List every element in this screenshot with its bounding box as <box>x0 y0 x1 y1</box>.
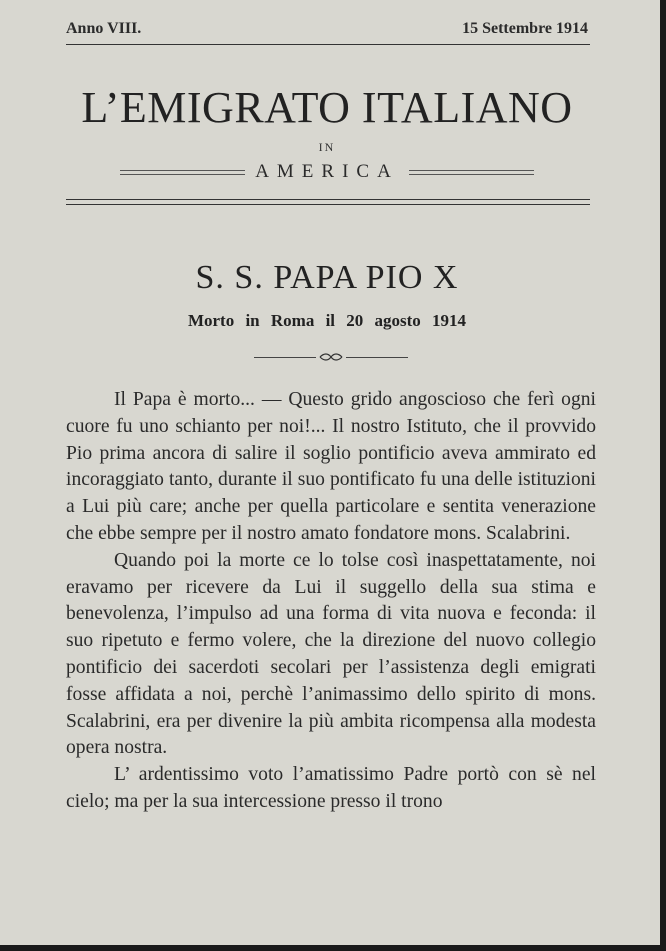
header-rule <box>66 44 590 45</box>
paragraph-1: Il Papa è morto... — Questo grido angoscioso che ferì ogni cuore fu uno schianto per noi!... Il nostro Istituto, che il provvido Pio prima ancora di salire il soglio pontificio aveva ammirato ed incoraggiato tanto, durante il suo pontificato fu una delle istituzioni a Lui più care; anche per quella particolare e sentita venerazione che ebbe sempre per il nostro amato fondatore mons. Scalabrini. <box>66 389 596 544</box>
ornament-line-left <box>254 357 316 358</box>
masthead-in: IN <box>318 140 336 154</box>
masthead-title: L’EMIGRATO ITALIANO <box>81 83 573 132</box>
paragraph-3: L’ ardentissimo voto l’amatissimo Padre portò con sè nel cielo; ma per la sua intercessione presso il trono <box>66 764 596 812</box>
paragraph-2: Quando poi la morte ce lo tolse così inaspettatamente, noi eravamo per ricevere da Lui il suggello della sua stima e benevolenza, l’impulso ad una forma di vita nuova e feconda: il suo ripetuto e fermo volere, che la direzione del nuovo collegio pontificio dei sacerdoti secolari per l’assistenza degli emigrati fosse affidata a noi, perchè l’animassimo dello spirito di mons. Scalabrini, era per divenire la più ambita ricompensa alla modesta opera nostra. <box>66 549 596 759</box>
ornament-line-right <box>346 357 408 358</box>
masthead-america-row <box>120 161 534 183</box>
article-subtitle: Morto in Roma il 20 agosto 1914 <box>187 311 467 330</box>
ornament-flourish-icon <box>318 352 344 362</box>
volume-label: Anno VIII. <box>66 20 142 37</box>
masthead-rule <box>66 199 590 205</box>
masthead-america: AMERICA <box>255 161 399 182</box>
issue-date: 15 Settembre 1914 <box>462 20 588 37</box>
page-header <box>66 20 588 38</box>
double-rule-right <box>409 170 534 175</box>
title-ornament <box>254 352 408 362</box>
article-body <box>66 387 596 816</box>
double-rule-left <box>120 170 245 175</box>
article-title: S. S. PAPA PIO X <box>195 259 459 296</box>
